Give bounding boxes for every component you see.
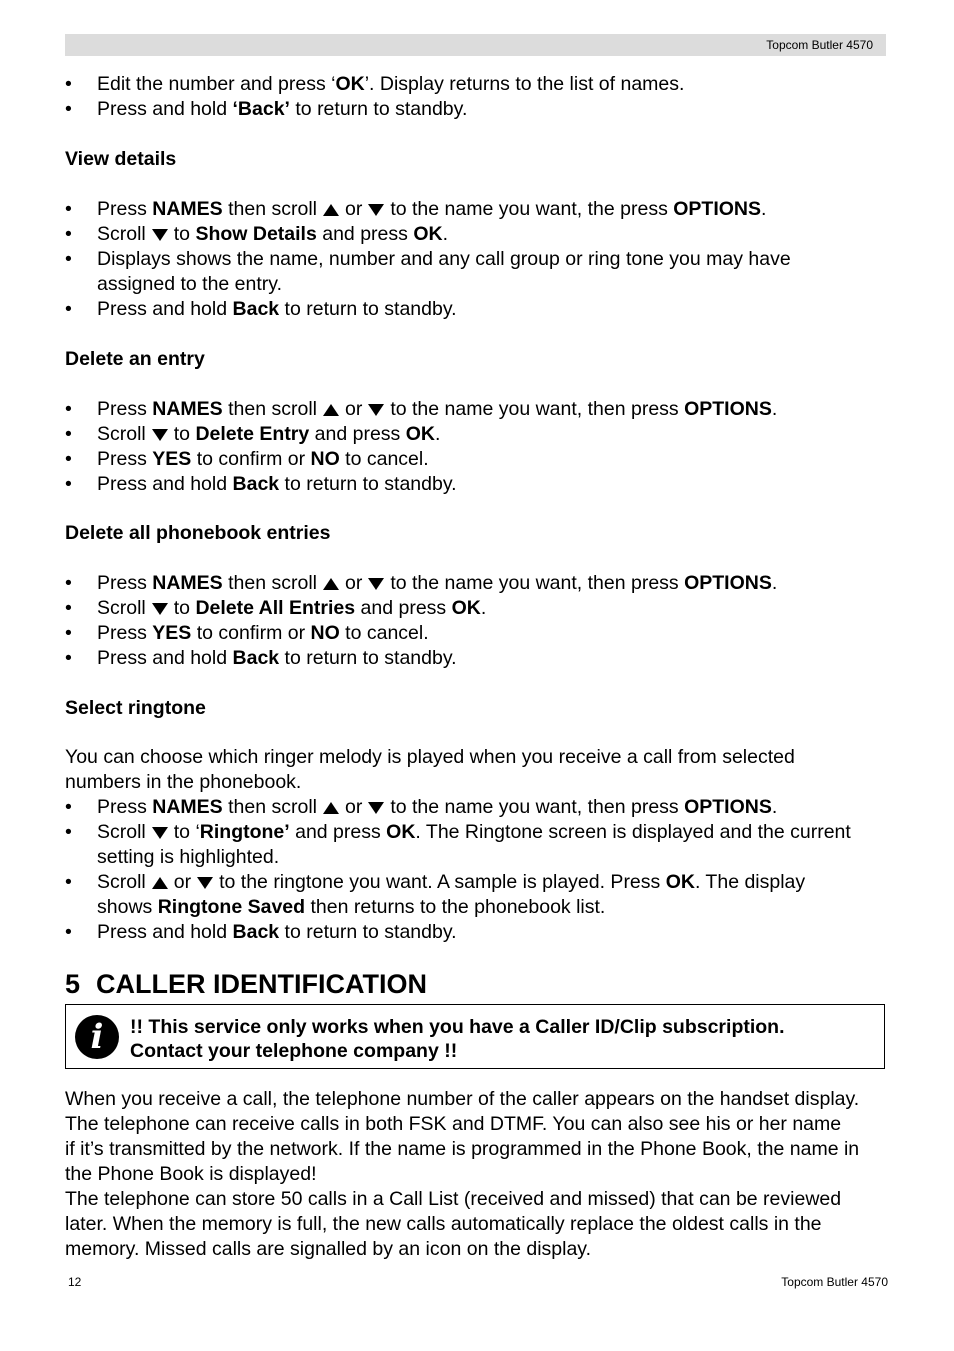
heading-select-ringtone: Select ringtone [65, 697, 206, 719]
arrow-down-icon [368, 204, 384, 216]
heading-view-details: View details [65, 148, 177, 170]
paragraph-line: The telephone can store 50 calls in a Call List (received and missed) that can be reviewed [65, 1188, 842, 1210]
arrow-down-icon [368, 578, 384, 590]
paragraph-line: The telephone can receive calls in both FSK and DTMF. You can also see his or her name [65, 1113, 842, 1135]
arrow-up-icon [323, 802, 339, 814]
info-icon: i [75, 1015, 119, 1059]
info-note-box [65, 1004, 885, 1069]
section-title [65, 967, 427, 1001]
footer-title: Topcom Butler 4570 [781, 1275, 888, 1289]
note-text: !! This service only works when you have a Caller ID/Clip subscription. Contact your telephone company !! [130, 1016, 785, 1062]
arrow-down-icon [152, 827, 168, 839]
paragraph-line: When you receive a call, the telephone number of the caller appears on the handset display. [65, 1088, 860, 1110]
header-title: Topcom Butler 4570 [766, 38, 873, 52]
paragraph-line: memory. Missed calls are signalled by an icon on the display. [65, 1238, 592, 1260]
arrow-down-icon [152, 603, 168, 615]
section-title-text: CALLER IDENTIFICATION [96, 969, 428, 999]
paragraph-line: the Phone Book is displayed! [65, 1163, 317, 1185]
section-number: 5 [65, 969, 81, 999]
arrow-up-icon [323, 578, 339, 590]
paragraph-line: numbers in the phonebook. [65, 771, 302, 793]
arrow-up-icon [323, 404, 339, 416]
heading-delete-all: Delete all phonebook entries [65, 522, 331, 544]
arrow-down-icon [197, 877, 213, 889]
paragraph-line: if it’s transmitted by the network. If the name is programmed in the Phone Book, the name in [65, 1138, 860, 1160]
page-number: 12 [68, 1275, 82, 1289]
arrow-down-icon [152, 429, 168, 441]
arrow-down-icon [368, 404, 384, 416]
arrow-down-icon [368, 802, 384, 814]
arrow-up-icon [323, 204, 339, 216]
arrow-up-icon [152, 877, 168, 889]
heading-delete-entry: Delete an entry [65, 348, 205, 370]
page-header [65, 34, 886, 56]
paragraph-line: You can choose which ringer melody is played when you receive a call from selected [65, 746, 795, 768]
arrow-down-icon [152, 229, 168, 241]
paragraph-line: later. When the memory is full, the new calls automatically replace the oldest calls in the [65, 1213, 822, 1235]
